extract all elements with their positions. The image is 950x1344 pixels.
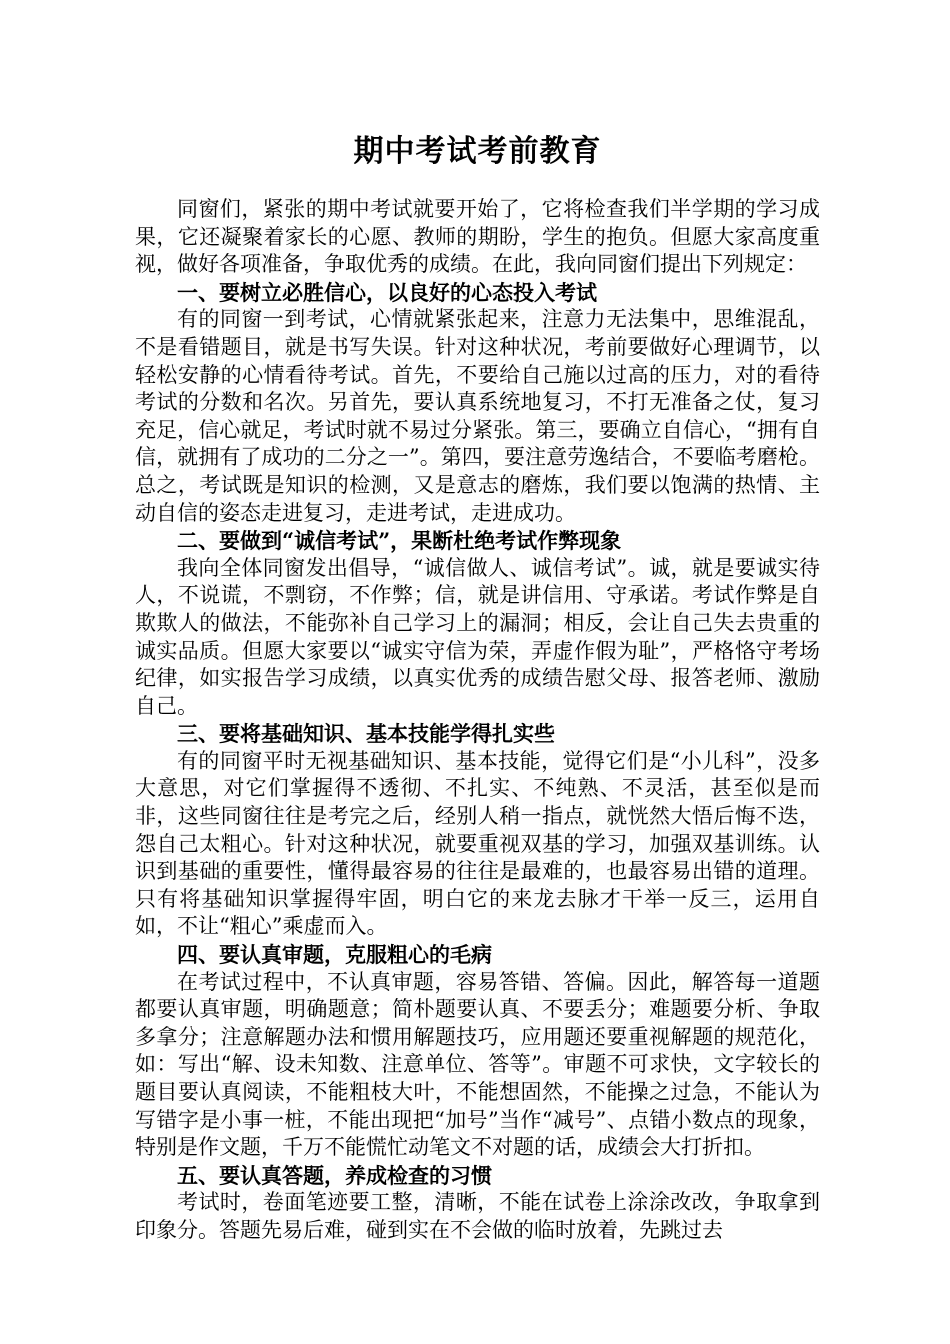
document-title: 期中考试考前教育 — [353, 134, 602, 169]
section-heading: 一、要树立必胜信心，以良好的心态投入考试 — [177, 279, 597, 305]
document-page — [135, 128, 820, 1245]
section-heading: 四、要认真审题，克服粗心的毛病 — [177, 942, 492, 968]
intro-paragraph: 同窗们，紧张的期中考试就要开始了，它将检查我们半学期的学习成果，它还凝聚着家长的心愿、教师的期盼，学生的抱负。但愿大家高度重视，做好各项准备，争取优秀的成绩。在此，我向同窗们提出下列规定： — [135, 197, 820, 277]
section-1 — [135, 279, 820, 527]
section-5 — [135, 1162, 820, 1245]
section-heading: 五、要认真答题，养成检查的习惯 — [177, 1162, 492, 1188]
section-body: 我向全体同窗发出倡导，“诚信做人、诚信考试”。诚，就是要诚实待人，不说谎，不剽窃，不作弊；信，就是讲信用、守承诺。考试作弊是自欺欺人的做法，不能弥补自己学习上的漏洞；相反，会让自己失去贵重的诚实品质。但愿大家要以“诚实守信为荣，弄虚作假为耻”，严格恪守考场纪律，如实报告学习成绩，以真实优秀的成绩告慰父母、报答老师、激励自己。 — [135, 555, 820, 718]
section-body: 有的同窗平时无视基础知识、基本技能，觉得它们是“小儿科”，没多大意思，对它们掌握得不透彻、不扎实、不纯熟、不灵活，甚至似是而非，这些同窗往往是考完之后，经别人稍一指点，就恍然大悟后悔不迭，怨自己太粗心。针对这种状况，就要重视双基的学习，加强双基训练。认识到基础的重要性，懂得最容易的往往是最难的，也最容易出错的道理。只有将基础知识掌握得牢固，明白它的来龙去脉才干举一反三，运用自如，不让“粗心”乘虚而入。 — [135, 748, 820, 939]
section-heading: 二、要做到“诚信考试”，果断杜绝考试作弊现象 — [177, 528, 622, 554]
section-heading: 三、要将基础知识、基本技能学得扎实些 — [177, 721, 555, 747]
section-body: 有的同窗一到考试，心情就紧张起来，注意力无法集中，思维混乱，不是看错题目，就是书写失误。针对这种状况，考前要做好心理调节，以轻松安静的心情看待考试。首先，不要给自己施以过高的压力，对的看待考试的分数和名次。另首先，要认真系统地复习，不打无准备之仗，复习充足，信心就足，考试时就不易过分紧张。第三，要确立自信心，“拥有自信，就拥有了成功的二分之一”。第四，要注意劳逸结合，不要临考磨枪。总之，考试既是知识的检测，又是意志的磨炼，我们要以饱满的热情、主动自信的姿态走进复习，走进考试，走进成功。 — [135, 307, 820, 525]
section-4 — [135, 941, 820, 1162]
section-body: 在考试过程中，不认真审题，容易答错、答偏。因此，解答每一道题都要认真审题，明确题意；简朴题要认真、不要丢分；难题要分析、争取多拿分；注意解题办法和惯用解题技巧，应用题还要重视解题的规范化，如：写出“解、设未知数、注意单位、答等”。审题不可求快，文字较长的题目要认真阅读，不能粗枝大叶，不能想固然，不能操之过急，不能认为写错字是小事一桩，不能出现把“加号”当作“减号”、点错小数点的现象，特别是作文题，千万不能慌忙动笔文不对题的话，成绩会大打折扣。 — [135, 969, 820, 1160]
section-2 — [135, 527, 820, 720]
section-body: 考试时，卷面笔迹要工整，清晰，不能在试卷上涂涂改改，争取拿到印象分。答题先易后难，碰到实在不会做的临时放着，先跳过去 — [135, 1190, 820, 1242]
section-3 — [135, 720, 820, 941]
